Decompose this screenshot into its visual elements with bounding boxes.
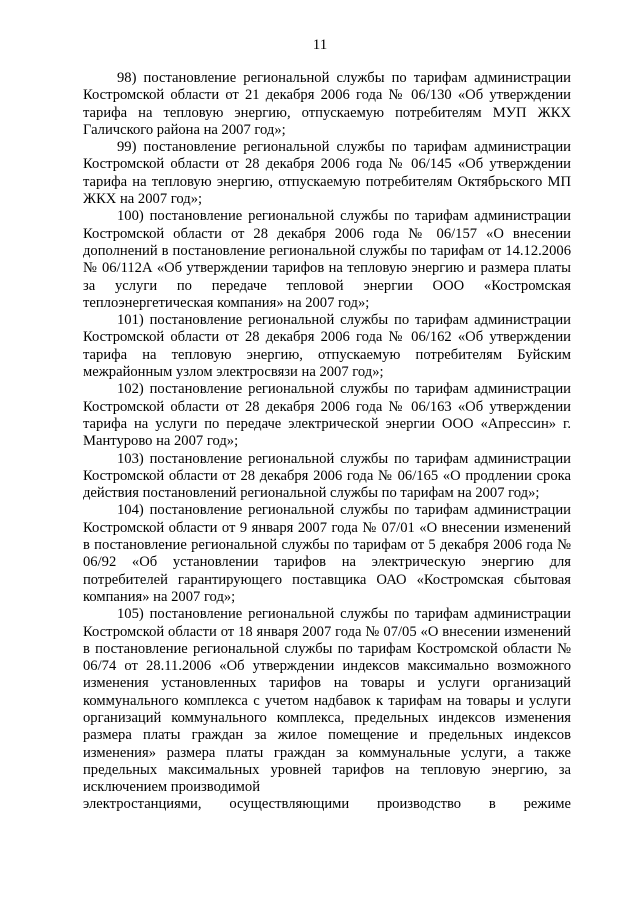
list-item: 105) постановление региональной службы по тарифам администрации Костромской области от 18 января 2007 года № 07/05 «О внесении изменений в постановление региональной службы по тарифам Костромской области № 06/74 от 28.11.2006 «Об утверждении индексов максимально возможного изменения установленных тарифов на товары и услуги организаций коммунального комплекса с учетом надбавок к тарифам на товары и услуги организаций коммунального комплекса, предельных индексов изменения размера платы граждан за жилое помещение и предельных индексов изменения» размера платы граждан за коммунальные услуги, а также предельных максимальных уровней тарифов на тепловую энергию, за исключением производимой xyxy=(83,606,571,796)
page-number: 11 xyxy=(312,37,328,53)
list-item: 98) постановление региональной службы по тарифам администрации Костромской области от 21 декабря 2006 года № 06/130 «Об утверждении тарифа на тепловую энергию, отпускаемую потребителям МУП ЖКХ Галичского района на 2007 год»; xyxy=(83,70,571,138)
list-item: 103) постановление региональной службы по тарифам администрации Костромской области от 28 декабря 2006 года № 06/165 «О продлении срока действия постановлений региональной службы по тарифам на 2007 год»; xyxy=(83,450,571,502)
document-body xyxy=(83,70,571,814)
list-item: 104) постановление региональной службы по тарифам администрации Костромской области от 9 января 2007 года № 07/01 «О внесении изменений в постановление региональной службы по тарифам от 5 декабря 2006 года № 06/92 «Об установлении тарифов на электрическую энергию для потребителей гарантирующего поставщика ОАО «Костромская сбытовая компания» на 2007 год»; xyxy=(83,502,571,605)
list-item: 99) постановление региональной службы по тарифам администрации Костромской области от 28 декабря 2006 года № 06/145 «Об утверждении тарифа на тепловую энергию, отпускаемую потребителям Октябрьского МП ЖКХ на 2007 год»; xyxy=(83,139,571,208)
list-item: 101) постановление региональной службы по тарифам администрации Костромской области от 28 декабря 2006 года № 06/162 «Об утверждении тарифа на тепловую энергию, отпускаемую потребителям Буйским межрайонным узлом электросвязи на 2007 год»; xyxy=(83,312,571,381)
list-item: 102) постановление региональной службы по тарифам администрации Костромской области от 28 декабря 2006 года № 06/163 «Об утверждении тарифа на услуги по передаче электрической энергии ООО «Апрессин» г. Мантурово на 2007 год»; xyxy=(83,381,571,450)
continued-line: электростанциями, осуществляющими производство в режиме xyxy=(83,796,571,813)
list-item: 100) постановление региональной службы по тарифам администрации Костромской области от 28 декабря 2006 года № 06/157 «О внесении дополнений в постановление региональной службы по тарифам от 14.12.2006 № 06/112А «Об утверждении тарифов на тепловую энергию и размера платы за услуги по передаче тепловой энергии ООО «Костромская теплоэнергетическая компания» на 2007 год»; xyxy=(83,208,571,311)
